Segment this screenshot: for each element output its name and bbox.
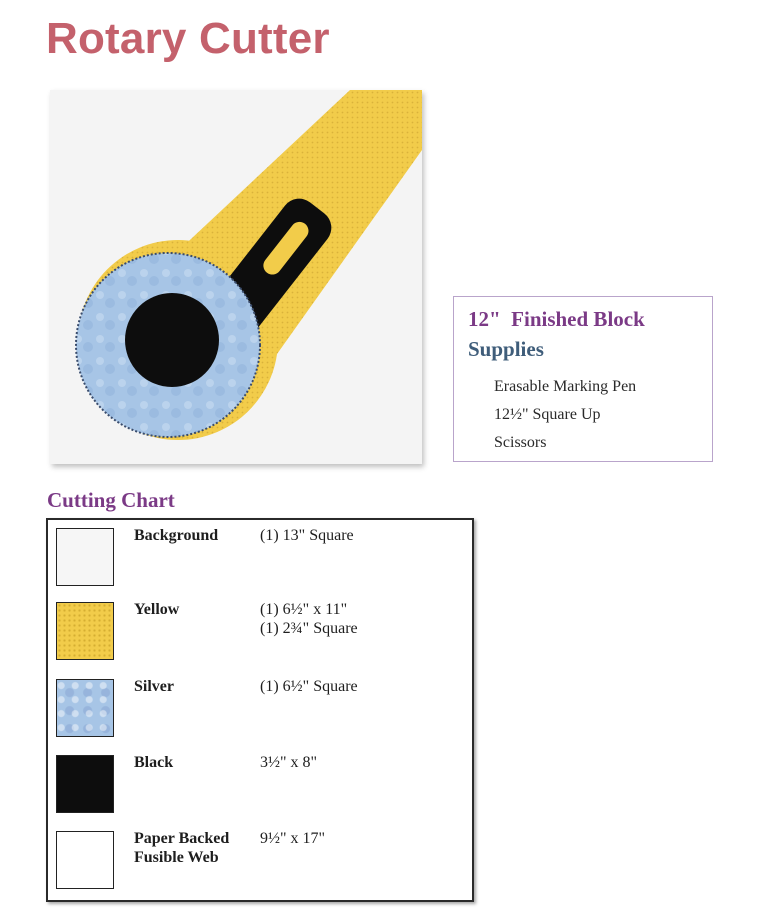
- supplies-heading: Supplies: [468, 337, 544, 361]
- rotary-cutter-block-illustration: [50, 90, 422, 464]
- yellow-swatch: [56, 602, 114, 660]
- cut-list: [260, 677, 358, 696]
- fabric-name: Yellow: [134, 601, 180, 618]
- cutting-chart-table: [46, 518, 474, 902]
- black-hub: [125, 293, 219, 387]
- supply-item: 12½" Square Up: [494, 406, 601, 423]
- silver-swatch: [56, 679, 114, 737]
- supply-item: Scissors: [494, 434, 547, 451]
- cutting-chart-title: Cutting Chart: [47, 488, 175, 512]
- fabric-name: Black: [134, 754, 174, 771]
- supplies-list: [494, 373, 636, 457]
- black-swatch: [56, 755, 114, 813]
- supply-item: Erasable Marking Pen: [494, 378, 637, 395]
- fabric-name: Silver: [134, 678, 174, 695]
- cut-item: 9½" x 17": [260, 830, 326, 847]
- cut-item: 3½" x 8": [260, 754, 318, 771]
- supplies-box: [453, 296, 713, 462]
- rotary-cutter-applique-art: [50, 90, 422, 464]
- fabric-name: Paper Backed Fusible Web: [134, 830, 230, 866]
- cut-list: [260, 829, 325, 848]
- cut-item: (1) 6½" x 11": [260, 601, 348, 618]
- background-swatch: [56, 528, 114, 586]
- cut-item: (1) 2¾" Square: [260, 620, 358, 637]
- cut-list: [260, 600, 358, 638]
- cut-list: [260, 753, 317, 772]
- paper-swatch: [56, 831, 114, 889]
- fabric-name: Background: [134, 527, 219, 544]
- cut-item: (1) 6½" Square: [260, 678, 358, 695]
- page-title: Rotary Cutter: [46, 14, 330, 63]
- finished-block-heading: 12" Finished Block: [468, 307, 645, 331]
- cut-item: (1) 13" Square: [260, 527, 354, 544]
- cut-list: [260, 526, 354, 545]
